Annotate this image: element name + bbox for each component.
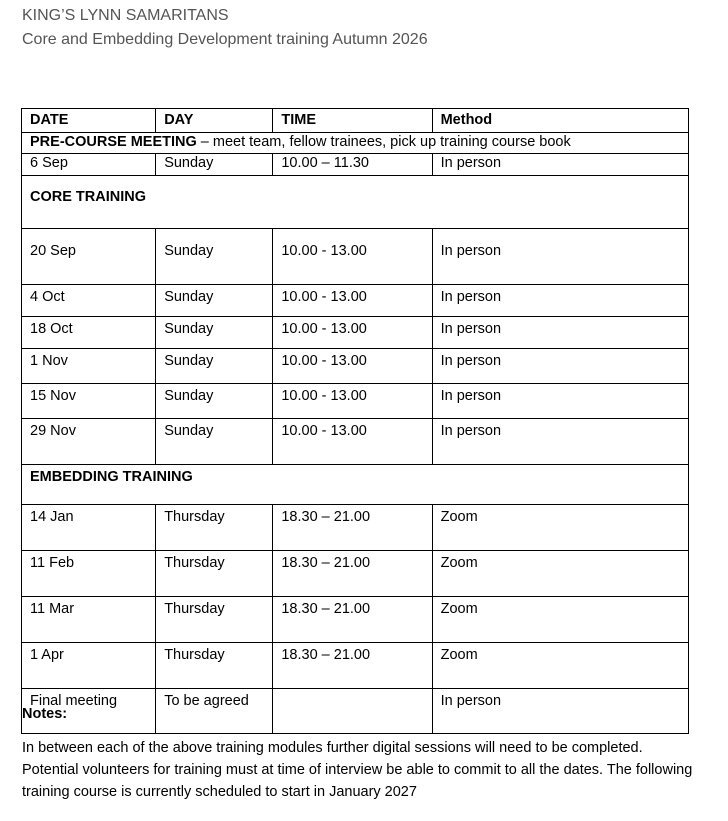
cell-time: 10.00 - 13.00 [273,317,432,349]
table-row [22,229,689,285]
cell-day: Sunday [156,419,273,465]
column-header-day: DAY [156,109,273,133]
cell-time: 10.00 - 13.00 [273,384,432,419]
pre-course-description: – meet team, fellow trainees, pick up training course book [196,134,571,150]
cell-method: In person [432,689,688,734]
core-training-section-row [22,176,689,229]
cell-day: Sunday [156,384,273,419]
cell-day: Sunday [156,154,273,176]
cell-time: 18.30 – 21.00 [273,597,432,643]
cell-time: 10.00 - 13.00 [273,419,432,465]
pre-course-section-row [22,133,689,154]
cell-day: Thursday [156,505,273,551]
pre-course-title: PRE-COURSE MEETING [30,134,197,150]
cell-date: 11 Mar [22,597,156,643]
cell-date: 4 Oct [22,285,156,317]
cell-method: Zoom [432,551,688,597]
cell-date: 20 Sep [22,229,156,285]
cell-method: In person [432,349,688,384]
cell-date: 1 Apr [22,643,156,689]
cell-time: 18.30 – 21.00 [273,643,432,689]
cell-method: In person [432,154,688,176]
cell-day: Sunday [156,349,273,384]
cell-method: In person [432,317,688,349]
cell-time: 18.30 – 21.00 [273,505,432,551]
cell-time: 18.30 – 21.00 [273,551,432,597]
table-row [22,154,689,176]
cell-method: In person [432,419,688,465]
cell-method: Zoom [432,643,688,689]
cell-time: 10.00 - 13.00 [273,229,432,285]
column-header-date: DATE [22,109,156,133]
cell-date: 29 Nov [22,419,156,465]
cell-day: Thursday [156,597,273,643]
cell-method: Zoom [432,597,688,643]
cell-date: Final meeting [22,689,156,734]
organisation-name: KING’S LYNN SAMARITANS [22,7,229,24]
cell-time: 10.00 - 13.00 [273,285,432,317]
embedding-training-title: EMBEDDING TRAINING [22,465,689,505]
document-subtitle: Core and Embedding Development training Autumn 2026 [22,31,428,48]
notes-heading: Notes: [22,706,68,722]
cell-method: In person [432,384,688,419]
table-row [22,317,689,349]
column-header-method: Method [432,109,688,133]
document-header [22,4,428,52]
table-row [22,551,689,597]
pre-course-section-cell [22,133,689,154]
table-row [22,419,689,465]
cell-day: To be agreed [156,689,273,734]
table-row [22,643,689,689]
cell-day: Thursday [156,643,273,689]
cell-day: Thursday [156,551,273,597]
cell-date: 6 Sep [22,154,156,176]
training-schedule-table [21,108,689,734]
embedding-training-section-row [22,465,689,505]
column-header-time: TIME [273,109,432,133]
cell-time: 10.00 – 11.30 [273,154,432,176]
cell-day: Sunday [156,317,273,349]
table-row [22,285,689,317]
table-header-row [22,109,689,133]
cell-method: In person [432,285,688,317]
cell-method: Zoom [432,505,688,551]
notes-paragraph: In between each of the above training modules further digital sessions will need to be completed. Potential volunteers for training must at time of interview be able to commit to all the dates. The following training course is currently scheduled to start in January 2027 [22,740,693,800]
cell-time: 10.00 - 13.00 [273,349,432,384]
cell-date: 14 Jan [22,505,156,551]
cell-day: Sunday [156,285,273,317]
cell-date: 1 Nov [22,349,156,384]
cell-date: 11 Feb [22,551,156,597]
cell-day: Sunday [156,229,273,285]
cell-date: 15 Nov [22,384,156,419]
table-row [22,384,689,419]
table-row [22,597,689,643]
core-training-title: CORE TRAINING [22,176,689,229]
table-row [22,349,689,384]
table-row [22,505,689,551]
cell-method: In person [432,229,688,285]
cell-date: 18 Oct [22,317,156,349]
notes-section [22,704,702,803]
